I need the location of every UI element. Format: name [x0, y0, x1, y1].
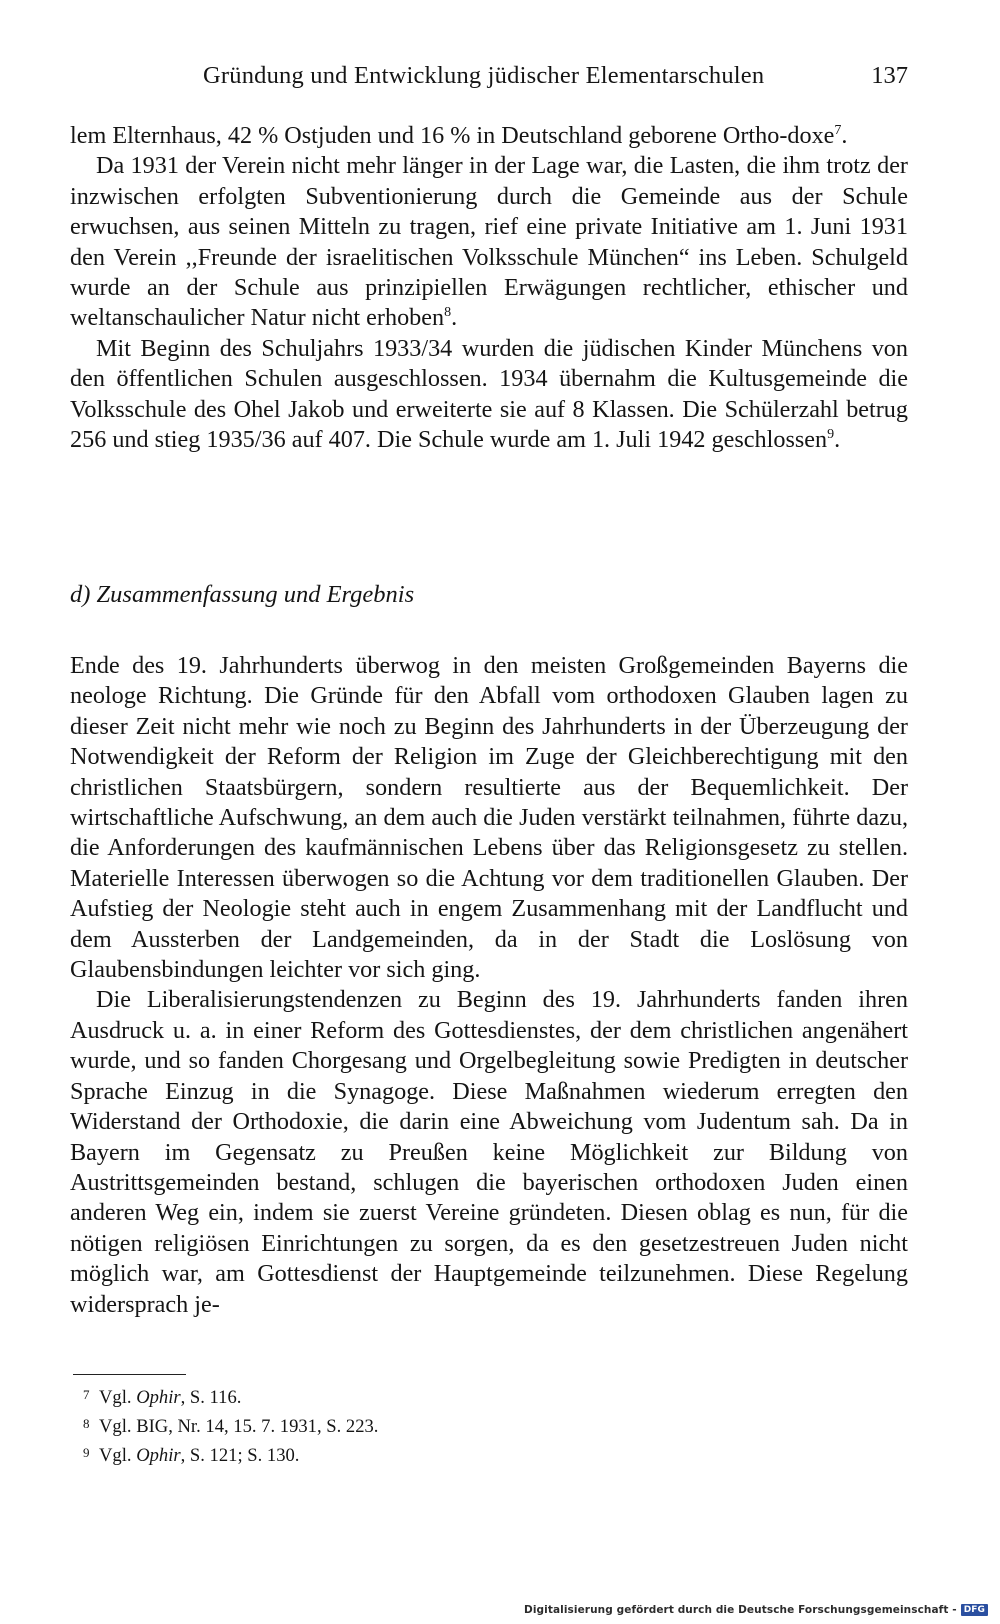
- section-c-continuation: [70, 121, 908, 455]
- paragraph: Da 1931 der Verein nicht mehr länger in der Lage war, die Lasten, die ihm trotz der inzwischen erfolgten Subventionierung durch die Gemeinde aus der Schule erwuchsen, aus seinen Mitteln zu tragen, rief eine private Initiative am 1. Juni 1931 den Verein ,,Freunde der israelitischen Volksschule München“ ins Leben. Schulgeld wurde an der Schule aus prinzipiellen Erwägungen rechtlicher, ethischer und weltanschaulicher Natur nicht erhoben$^8$.: [70, 152, 908, 332]
- paragraph: Die Liberalisierungstendenzen zu Beginn des 19. Jahrhunderts fanden ihren Ausdruck u. a. in einer Reform des Gottesdienstes, der dem christlichen angenähert wurde, und so fanden Chorgesang und Orgelbegleitung sowie Predigten in deutscher Sprache Einzug in die Synagoge. Diese Maßnahmen wiederum erregten den Widerstand der Orthodoxie, die darin eine Abweichung vom Judentum sah. Da in Bayern im Gegensatz zu Preußen keine Möglichkeit zur Bildung von Austrittsgemeinden bestand, schlugen die bayerischen orthodoxen Juden einen anderen Weg ein, indem sie zuerst Vereine gründeten. Diesen oblag es nun, für die nötigen religiösen Einrichtungen zu sorgen, da es den gesetzestreuen Juden nicht möglich war, am Gottesdienst der Hauptgemeinde teilzunehmen. Diese Regelung widersprach je-: [70, 986, 908, 1318]
- running-head: [70, 62, 908, 96]
- footnote-ref[interactable]: 8: [444, 305, 452, 321]
- paragraph: Ende des 19. Jahrhunderts überwog in den meisten Großgemeinden Bayerns die neologe Richtung. Die Gründe für den Abfall vom orthodoxen Glauben lagen zu dieser Zeit nicht mehr wie noch zu Beginn des Jahrhunderts in der Überzeugung der Notwendigkeit der Reform der Religion im Zuge der Gleichberechtigung mit den christlichen Staatsbürgern, sondern resultierte aus der Bequemlichkeit. Der wirtschaftliche Aufschwung, an dem auch die Juden verstärkt teilnahmen, führte dazu, die Anforderungen des kaufmännischen Lebens über das Religionsgesetz zu stellen. Materielle Interessen überwogen so die Achtung vor dem traditionellen Glauben. Der Aufstieg der Neologie steht auch in engem Zusammenhang mit der Landflucht und dem Aussterben der Landgemeinden, da in der Stadt die Loslösung von Glaubensbindungen leichter vor sich ging.: [70, 652, 908, 984]
- running-title: Gründung und Entwicklung jüdischer Elementarschulen: [203, 62, 765, 89]
- paragraph: lem Elternhaus, 42 % Ostjuden und 16 % in Deutschland geborene Ortho-doxe$^7$.: [70, 122, 848, 149]
- paragraph: Mit Beginn des Schuljahrs 1933/34 wurden die jüdischen Kinder Münchens von den öffentlichen Schulen ausgeschlossen. 1934 übernahm die Kultusgemeinde die Volksschule des Ohel Jakob und erweiterte sie auf 8 Klassen. Die Schülerzahl betrug 256 und stieg 1935/36 auf 407. Die Schule wurde am 1. Juli 1942 geschlossen$^9$.: [70, 334, 908, 454]
- page-number: 137: [871, 62, 908, 89]
- footnote-ref[interactable]: 9: [827, 427, 835, 443]
- section-heading: d) Zusammenfassung und Ergebnis: [70, 581, 415, 608]
- footnotes: [83, 1382, 378, 1468]
- section-d-body: [70, 651, 908, 1320]
- credit-text: Digitalisierung gefördert durch die Deutsche Forschungsgemeinschaft -: [524, 1604, 957, 1616]
- footnote-ref[interactable]: 7: [834, 123, 842, 138]
- footnote-number: 9: [83, 1444, 90, 1460]
- footnote-separator: [73, 1374, 186, 1375]
- footnote: 8 Vgl. BIG, Nr. 14, 15. 7. 1931, S. 223.: [83, 1411, 378, 1440]
- footnote-number: 7: [83, 1387, 90, 1402]
- digitization-credit: [524, 1602, 988, 1618]
- footnote: 9 Vgl. Ophir, S. 121; S. 130.: [83, 1440, 378, 1469]
- dfg-logo: DFG: [961, 1604, 988, 1616]
- footnote-number: 8: [83, 1415, 90, 1431]
- footnote: 7 Vgl. Ophir, S. 116.: [83, 1382, 378, 1411]
